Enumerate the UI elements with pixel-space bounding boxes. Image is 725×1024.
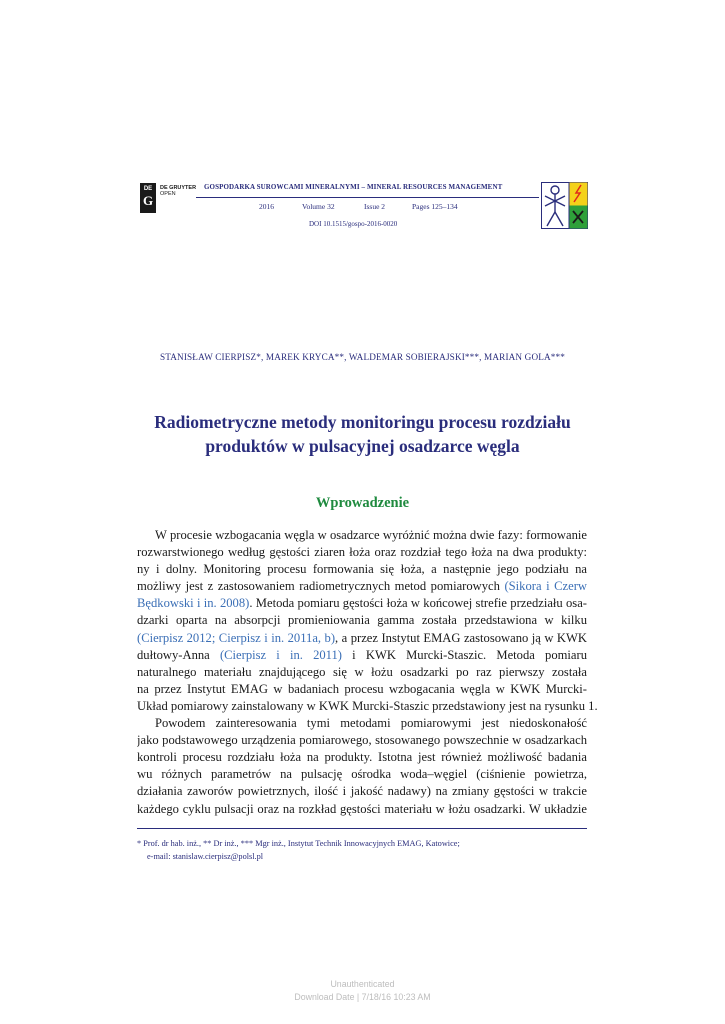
publisher-logo-text	[160, 185, 196, 197]
body-line	[137, 647, 587, 664]
body-text-span: możliwy jest z zastosowaniem radiometrycznych metod pomiarowych	[137, 579, 505, 594]
body-line: kontroli procesu rozdziału łoża na produkty. Istotna jest również możliwość badania	[137, 750, 587, 765]
citation-link[interactable]: (Sikora i Czerw	[504, 579, 587, 594]
body-line	[137, 630, 587, 647]
publisher-logo-mark	[140, 183, 156, 213]
body-line: naturalnego materiału znajdującego się w łożu osadzarki po raz pierwszy została	[137, 664, 587, 679]
body-line: każdego cyklu pulsacji oraz na rozkład gęstości materiału w łożu osadzarki. W układzie	[137, 801, 587, 816]
footnote-rule	[137, 828, 587, 829]
body-line: rozwarstwionego według gęstości ziaren łoża oraz rozdział tego łoża na dwa produkty:	[137, 545, 587, 560]
publisher-sub: OPEN	[160, 191, 176, 197]
body-line	[137, 578, 587, 595]
article-authors: STANISŁAW CIERPISZ*, MAREK KRYCA**, WALDEMAR SOBIERAJSKI***, MARIAN GOLA***	[159, 352, 566, 362]
header-rule	[196, 197, 539, 198]
body-line: działania zaworów powietrznych, ilość i jakość nadawy) na zmiany gęstości w trakcie	[137, 784, 587, 799]
body-line: na przez Instytut EMAG w badaniach procesu wzbogacania węgla w KWK Murcki-	[137, 681, 587, 696]
journal-pages: Pages 125–134	[412, 202, 458, 211]
body-text-span: i KWK Murcki-Staszic. Metoda pomiaru	[352, 647, 587, 662]
body-text-span: dułtowy-Anna	[137, 647, 220, 662]
journal-emblem-icon	[541, 182, 588, 229]
publisher-name: DE GRUYTER	[160, 185, 197, 191]
citation-link[interactable]: (Cierpisz i in. 2011)	[219, 647, 342, 662]
journal-issue: Issue 2	[364, 202, 386, 211]
body-text-span: , a przez Instytut EMAG zastosowano ją w KWK	[335, 630, 587, 645]
citation-link[interactable]: Będkowski i in. 2008)	[137, 596, 250, 611]
body-line: Układ pomiarowy zainstalowany w KWK Murcki-Staszic przedstawiony jest na rysunku 1.	[137, 698, 598, 713]
journal-title: GOSPODARKA SUROWCAMI MINERALNYMI – MINERAL RESOURCES MANAGEMENT	[204, 183, 503, 191]
journal-doi: DOI 10.1515/gospo-2016-0020	[309, 220, 398, 228]
article-title-line-2: produktów w pulsacyjnej osadzarce węgla	[205, 436, 520, 456]
article-title-line-1: Radiometryczne metody monitoringu procesu rozdziału	[154, 412, 571, 432]
journal-year: 2016	[259, 202, 274, 211]
citation-link[interactable]: (Cierpisz 2012; Cierpisz i in. 2011a, b)	[137, 630, 336, 645]
footnote	[137, 838, 587, 863]
download-watermark	[0, 978, 725, 1003]
article-title	[0, 410, 725, 458]
footnote-affiliations: * Prof. dr hab. inż., ** Dr inż., *** Mgr inż., Instytut Technik Innowacyjnych EMAG, Katowice;	[137, 839, 460, 848]
body-line: wu różnych parametrów na pulsację ośrodka woda–węgiel (ciśnienie powietrza,	[137, 767, 587, 782]
body-line: Powodem zainteresowania tymi metodami pomiarowymi jest niedoskonałość	[155, 716, 587, 731]
section-heading: Wprowadzenie	[315, 495, 410, 511]
watermark-status: Unauthenticated	[330, 979, 395, 989]
publisher-logo-de: DE	[143, 186, 153, 192]
body-text-span: . Metoda pomiaru gęstości łoża w końcowej strefie przedziału osa-	[249, 596, 587, 611]
publisher-logo-g: G	[142, 193, 154, 208]
journal-volume: Volume 32	[302, 202, 335, 211]
body-text	[137, 527, 598, 818]
body-line: dzarki oparta na absorpcji promieniowania gamma została przedstawiona w kilku	[137, 613, 587, 628]
body-line: W procesie wzbogacania węgla w osadzarce wyróżnić można dwie fazy: formowanie	[155, 528, 587, 542]
body-line: jako podstawowego urządzenia pomiarowego, stosowanego powszechnie w osadzarkach	[137, 733, 587, 748]
watermark-date: Download Date | 7/18/16 10:23 AM	[294, 991, 431, 1002]
footnote-email: e-mail: stanislaw.cierpisz@polsl.pl	[147, 851, 264, 861]
body-line: ny i dolny. Monitoring procesu formowania się łoża, a następnie jego podziału na	[137, 562, 587, 577]
body-line	[137, 595, 587, 612]
